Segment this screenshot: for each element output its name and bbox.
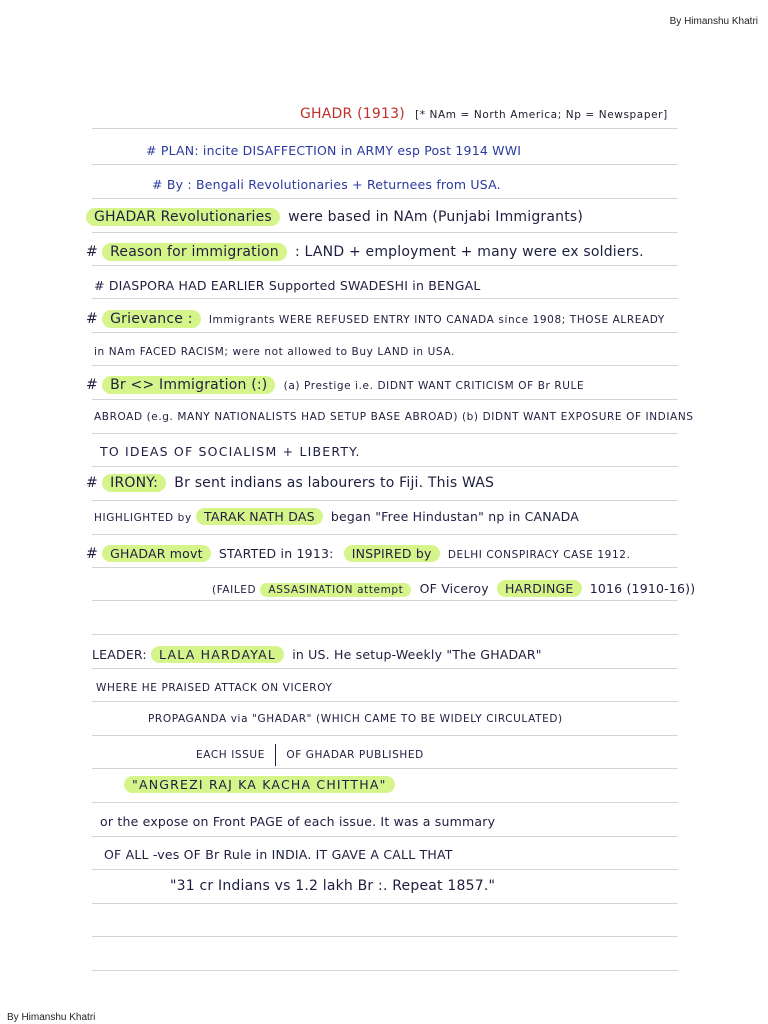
ghadar-movt-line xyxy=(86,545,630,562)
irony-text: Br sent indians as labourers to Fiji. This WAS xyxy=(174,475,495,491)
each-issue-right: OF GHADAR PUBLISHED xyxy=(286,749,424,761)
highlight-br-immigration: Br <> Immigration (:) xyxy=(102,376,275,394)
hash-marker: # xyxy=(86,311,98,327)
ruled-line xyxy=(92,534,678,535)
reason-line xyxy=(86,243,644,261)
grievance-cont: in NAm FACED RACISM; were not allowed to Buy LAND in USA. xyxy=(94,346,455,358)
cont-mid: OF Viceroy xyxy=(419,581,489,596)
ruled-line xyxy=(92,634,678,635)
br-immigration-cont1: ABROAD (e.g. MANY NATIONALISTS HAD SETUP BASE ABROAD) (b) DIDNT WANT EXPOSURE OF INDIANS xyxy=(94,411,694,423)
ruled-line xyxy=(92,735,678,736)
ruled-line xyxy=(92,399,678,400)
irony-cont-before: HIGHLIGHTED by xyxy=(94,512,192,524)
praised-line: WHERE HE PRAISED ATTACK ON VICEROY xyxy=(96,682,333,694)
grievance-text: Immigrants WERE REFUSED ENTRY INTO CANADA since 1908; THOSE ALREADY xyxy=(208,314,665,326)
diaspora-line: # DIASPORA HAD EARLIER Supported SWADESHI in BENGAL xyxy=(94,278,481,293)
ruled-line xyxy=(92,668,678,669)
ruled-line xyxy=(92,836,678,837)
irony-cont xyxy=(94,508,579,525)
revolutionaries-line xyxy=(86,208,583,226)
highlight-ghadar-movt: GHADAR movt xyxy=(102,545,211,562)
br-immigration-text: (a) Prestige i.e. DIDNT WANT CRITICISM OF Br RULE xyxy=(283,380,585,392)
title-heading: GHADR (1913) xyxy=(300,106,405,122)
each-issue-line xyxy=(196,744,424,766)
ves-line: OF ALL -ves OF Br Rule in INDIA. IT GAVE A CALL THAT xyxy=(104,847,453,862)
leader-label: LEADER: xyxy=(92,647,147,662)
ghadar-movt-text: STARTED in 1913: xyxy=(218,546,334,561)
slogan-line xyxy=(124,776,399,793)
expose-line: or the expose on Front PAGE of each issue. It was a summary xyxy=(100,814,496,829)
cont-after: 1016 (1910-16)) xyxy=(589,581,696,596)
highlight-slogan: "ANGREZI RAJ KA KACHA CHITTHA" xyxy=(124,776,395,793)
hash-marker: # xyxy=(86,475,98,491)
cont-before: (FAILED xyxy=(212,584,257,596)
ruled-line xyxy=(92,232,678,233)
ruled-line xyxy=(92,903,678,904)
highlight-revolutionaries: GHADAR Revolutionaries xyxy=(86,208,280,226)
note-title xyxy=(300,106,668,122)
each-issue-left: EACH ISSUE xyxy=(196,749,265,761)
leader-line xyxy=(92,646,542,663)
ruled-line xyxy=(92,433,678,434)
ruled-line xyxy=(92,768,678,769)
highlight-assasination-attempt: ASSASINATION attempt xyxy=(260,583,411,597)
highlight-grievance: Grievance : xyxy=(102,310,201,328)
ruled-line xyxy=(92,365,678,366)
ghadar-movt-text2: DELHI CONSPIRACY CASE 1912. xyxy=(447,549,631,561)
ruled-line xyxy=(92,298,678,299)
ruled-line xyxy=(92,802,678,803)
irony-cont-after: began "Free Hindustan" np in CANADA xyxy=(330,509,579,524)
hash-marker: # xyxy=(86,244,98,260)
header-credit: By Himanshu Khatri xyxy=(669,16,758,27)
propaganda-line: PROPAGANDA via "GHADAR" (WHICH CAME TO BE WIDELY CIRCULATED) xyxy=(148,713,563,725)
vertical-divider xyxy=(275,744,277,766)
ruled-line xyxy=(92,970,678,971)
highlight-hardinge: HARDINGE xyxy=(497,580,581,597)
highlight-lala-hardayal: LALA HARDAYAL xyxy=(151,646,284,663)
hash-marker: # xyxy=(86,377,98,393)
revolutionaries-text: were based in NAm (Punjabi Immigrants) xyxy=(288,209,584,225)
by-line: # By : Bengali Revolutionaries + Returnees from USA. xyxy=(152,177,501,192)
ruled-line xyxy=(92,600,678,601)
br-immigration-cont2: TO IDEAS OF SOCIALISM + LIBERTY. xyxy=(100,444,361,459)
ruled-line xyxy=(92,128,678,129)
call-line: "31 cr Indians vs 1.2 lakh Br :. Repeat 1857." xyxy=(170,878,496,894)
irony-line xyxy=(86,474,494,492)
br-immigration-line xyxy=(86,376,584,394)
hash-marker: # xyxy=(86,546,98,562)
ruled-line xyxy=(92,332,678,333)
highlight-tarak-nath-das: TARAK NATH DAS xyxy=(196,508,323,525)
ruled-line xyxy=(92,500,678,501)
ruled-line xyxy=(92,164,678,165)
highlight-inspired-by: INSPIRED by xyxy=(344,545,440,562)
reason-text: : LAND + employment + many were ex soldiers. xyxy=(294,244,644,260)
ruled-line xyxy=(92,701,678,702)
highlight-reason: Reason for immigration xyxy=(102,243,287,261)
ghadar-movt-cont xyxy=(212,580,695,597)
ruled-line xyxy=(92,198,678,199)
ruled-line xyxy=(92,265,678,266)
grievance-line xyxy=(86,310,665,328)
title-legend: [* NAm = North America; Np = Newspaper] xyxy=(415,109,668,121)
highlight-irony: IRONY: xyxy=(102,474,166,492)
leader-text: in US. He setup-Weekly "The GHADAR" xyxy=(292,647,542,662)
footer-credit: By Himanshu Khatri xyxy=(7,1012,96,1023)
ruled-line xyxy=(92,567,678,568)
ruled-line xyxy=(92,936,678,937)
ruled-line xyxy=(92,869,678,870)
ruled-line xyxy=(92,466,678,467)
plan-line: # PLAN: incite DISAFFECTION in ARMY esp Post 1914 WWI xyxy=(146,143,522,158)
